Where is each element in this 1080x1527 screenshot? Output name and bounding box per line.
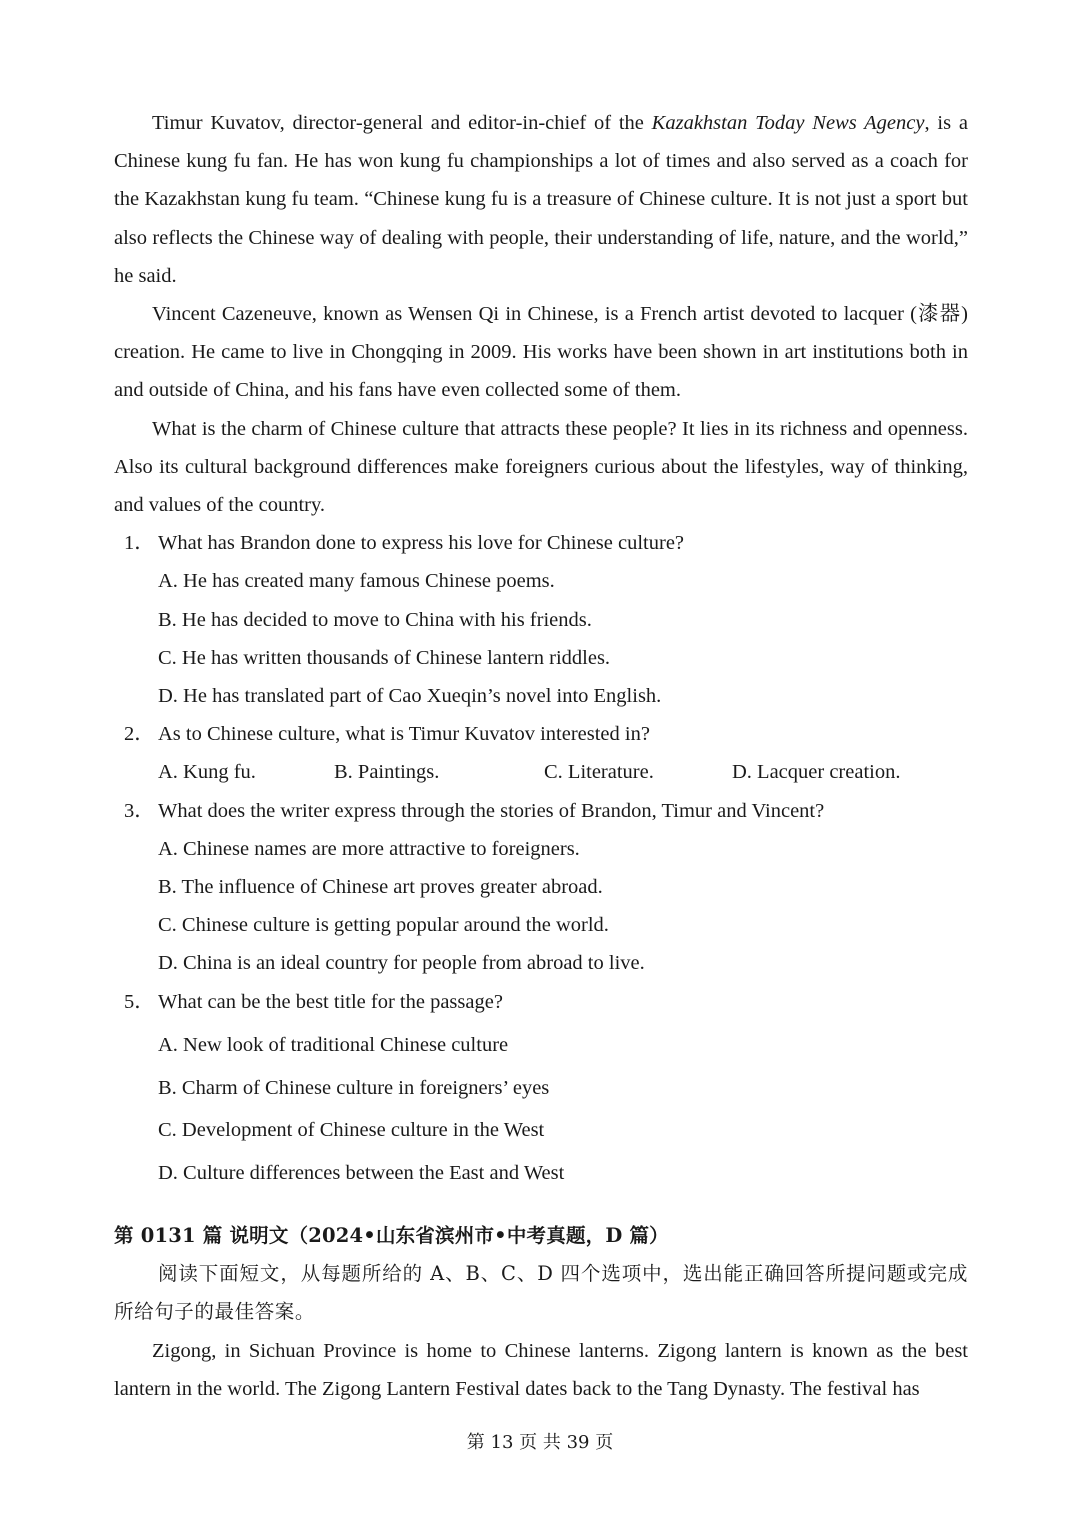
question-5-options bbox=[114, 1024, 968, 1195]
question-5 bbox=[114, 983, 968, 1021]
option-a: A. New look of traditional Chinese culture bbox=[158, 1033, 509, 1056]
question-number: 5． bbox=[124, 990, 155, 1013]
document-page bbox=[114, 104, 968, 1408]
question-2 bbox=[114, 715, 968, 753]
option-d: D. China is an ideal country for people from abroad to live. bbox=[158, 952, 645, 975]
question-text: As to Chinese culture, what is Timur Kuvatov interested in? bbox=[158, 723, 650, 746]
option-d: D. He has translated part of Cao Xueqin’s novel into English. bbox=[158, 685, 662, 708]
next-passage-paragraph: Zigong, in Sichuan Province is home to Chinese lanterns. Zigong lantern is known as the best lantern in the world. The Zigong Lantern Festival dates back to the Tang Dynasty. The festival has bbox=[114, 1339, 968, 1400]
p1-text-after: , is a Chinese kung fu fan. He has won kung fu championships a lot of times and also served as a coach for the Kazakhstan kung fu team. “Chinese kung fu is a treasure of Chinese culture. It is not just a sport but also reflects the Chinese way of dealing with people, their understanding of life, nature, and the world,” he said. bbox=[114, 112, 968, 287]
question-text: What has Brandon done to express his love for Chinese culture? bbox=[158, 532, 685, 555]
passage-paragraph-1 bbox=[114, 104, 968, 295]
option-a: A. Chinese names are more attractive to foreigners. bbox=[158, 837, 580, 860]
question-number: 1． bbox=[124, 532, 155, 555]
passage-paragraph-3: What is the charm of Chinese culture that attracts these people? It lies in its richness and openness. Also its cultural background differences make foreigners curious about the lifestyles, way of thinking, and values of the country. bbox=[114, 417, 968, 517]
option-a: A. He has created many famous Chinese poems. bbox=[158, 570, 555, 593]
question-1 bbox=[114, 524, 968, 562]
option-d: D. Culture differences between the East and West bbox=[158, 1162, 565, 1185]
section-instruction: 阅读下面短文，从每题所给的 A、B、C、D 四个选项中，选出能正确回答所提问题或完成所给句子的最佳答案。 bbox=[114, 1262, 968, 1324]
option-d: D. Lacquer creation. bbox=[732, 761, 901, 784]
option-c: C. Literature. bbox=[544, 761, 654, 784]
section-heading: 第 0131 篇 说明文（2024•山东省滨州市•中考真题，D 篇） bbox=[114, 1224, 669, 1248]
option-c: C. Development of Chinese culture in the West bbox=[158, 1119, 545, 1142]
question-number: 3． bbox=[124, 799, 155, 822]
question-text: What can be the best title for the passage? bbox=[158, 990, 503, 1013]
option-b: B. Paintings. bbox=[334, 761, 440, 784]
option-b: B. Charm of Chinese culture in foreigners’ eyes bbox=[158, 1076, 550, 1099]
question-3 bbox=[114, 792, 968, 830]
p1-text-before: Timur Kuvatov, director-general and editor-in-chief of the bbox=[152, 112, 652, 134]
option-c: C. Chinese culture is getting popular around the world. bbox=[158, 914, 609, 937]
question-number: 2． bbox=[124, 723, 155, 746]
page-footer: 第 13 页 共 39 页 bbox=[466, 1432, 614, 1453]
passage-paragraph-2: Vincent Cazeneuve, known as Wensen Qi in Chinese, is a French artist devoted to lacquer (漆器) creation. He came to live in Chongqing in 2009. His works have been shown in art institutions both in and outside of China, and his fans have even collected some of them. bbox=[114, 303, 968, 402]
option-a: A. Kung fu. bbox=[158, 761, 256, 784]
question-text: What does the writer express through the stories of Brandon, Timur and Vincent? bbox=[158, 799, 825, 822]
p1-agency-name: Kazakhstan Today News Agency bbox=[651, 112, 925, 134]
options-row bbox=[158, 753, 968, 791]
option-c: C. He has written thousands of Chinese lantern riddles. bbox=[158, 646, 611, 669]
option-b: B. The influence of Chinese art proves greater abroad. bbox=[158, 876, 603, 899]
option-b: B. He has decided to move to China with his friends. bbox=[158, 608, 592, 631]
